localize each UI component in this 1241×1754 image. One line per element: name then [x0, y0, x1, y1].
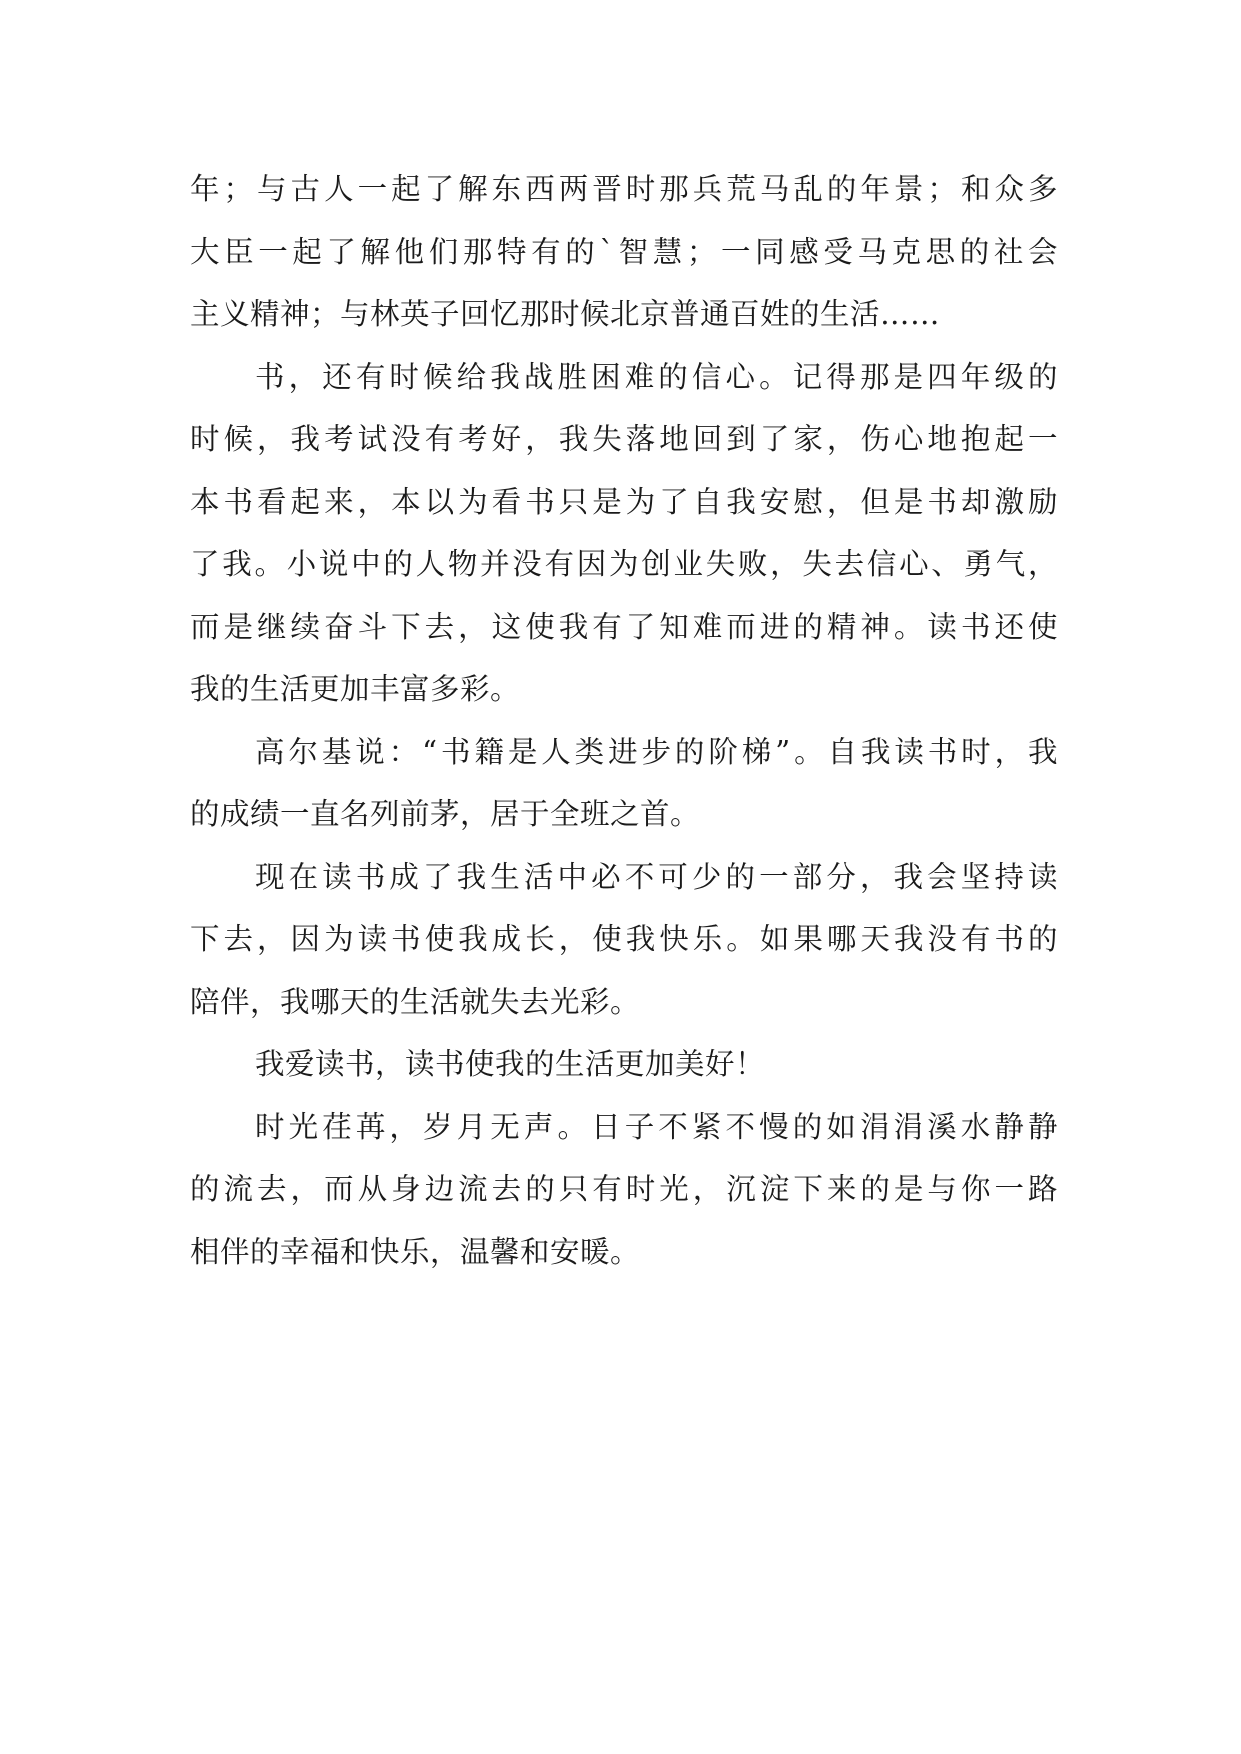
paragraph-4	[190, 846, 1058, 1034]
paragraph-line: 陪伴，我哪天的生活就失去光彩。	[190, 984, 641, 1019]
paragraph-5	[190, 1033, 1058, 1096]
paragraph-line: 年；与古人一起了解东西两晋时那兵荒马乱的年景；和众多	[190, 172, 1058, 206]
paragraph-line: 高尔基说：“书籍是人类进步的阶梯”。自我读书时，我	[255, 734, 1058, 769]
paragraph-line: 书，还有时候给我战胜困难的信心。记得那是四年级的	[255, 359, 1058, 394]
paragraph-line: 我的生活更加丰富多彩。	[190, 672, 521, 706]
paragraph-line: 大臣一起了解他们那特有的`智慧；一同感受马克思的社会	[190, 234, 1058, 269]
paragraph-line: 本书看起来，本以为看书只是为了自我安慰，但是书却激励	[190, 484, 1058, 519]
paragraph-line: 主义精神；与林英子回忆那时候北京普通百姓的生活……	[190, 297, 941, 331]
paragraph-line: 时候，我考试没有考好，我失落地回到了家，伤心地抱起一	[190, 422, 1058, 456]
paragraph-line: 了我。小说中的人物并没有因为创业失败，失去信心、勇气，	[190, 547, 1058, 581]
paragraph-line: 现在读书成了我生活中必不可少的一部分，我会坚持读	[255, 859, 1058, 894]
paragraph-1	[190, 158, 1058, 346]
paragraph-6	[190, 1096, 1058, 1284]
paragraph-2	[190, 346, 1058, 721]
paragraph-line: 相伴的幸福和快乐，温馨和安暖。	[190, 1234, 641, 1269]
paragraph-line: 而是继续奋斗下去，这使我有了知难而进的精神。读书还使	[190, 609, 1058, 644]
paragraph-line: 下去，因为读书使我成长，使我快乐。如果哪天我没有书的	[190, 922, 1058, 956]
paragraph-line: 时光荏苒，岁月无声。日子不紧不慢的如涓涓溪水静静	[255, 1109, 1058, 1144]
paragraph-line: 的流去，而从身边流去的只有时光，沉淀下来的是与你一路	[190, 1172, 1058, 1206]
paragraph-line: 的成绩一直名列前茅，居于全班之首。	[190, 797, 701, 831]
document-body	[190, 158, 1058, 1283]
paragraph-3	[190, 721, 1058, 846]
paragraph-line: 我爱读书，读书使我的生活更加美好！	[255, 1047, 766, 1081]
